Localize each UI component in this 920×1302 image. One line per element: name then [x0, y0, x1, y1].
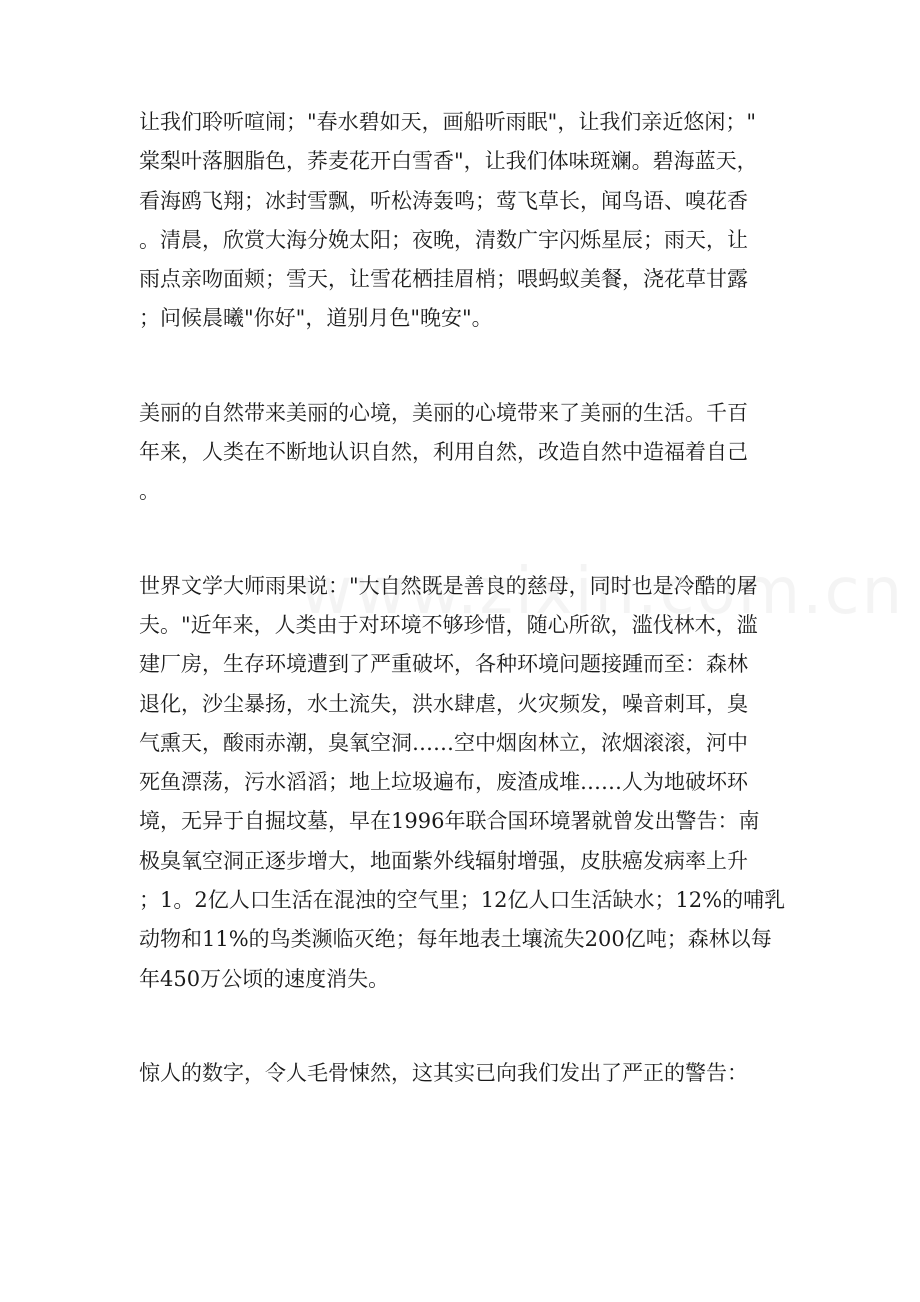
text-line: 死鱼漂荡，污水滔滔；地上垃圾遍布，废渣成堆……人为地破坏环	[139, 770, 748, 795]
text-line: 让我们聆听喧闹；"春水碧如天，画船听雨眠"，让我们亲近悠闲；"	[139, 110, 756, 134]
text-line: ；问候晨曦"你好"，道别月色"晚安"。	[139, 306, 493, 331]
paragraph-1	[139, 103, 789, 339]
text-line: 建厂房，生存环境遭到了严重破坏，各种环境问题接踵而至：森林	[139, 652, 748, 677]
text-line: 夫。"近年来，人类由于对环境不够珍惜，随心所欲，滥伐林木，滥	[139, 612, 758, 637]
text-line: 世界文学大师雨果说："大自然既是善良的慈母，同时也是冷酷的屠	[139, 573, 758, 598]
text-line: 气熏天，酸雨赤潮，臭氧空洞……空中烟囱林立，浓烟滚滚，河中	[139, 730, 748, 755]
paragraph-3	[139, 567, 789, 999]
text-line: 。	[139, 479, 160, 504]
text-line: 棠梨叶落胭脂色，荞麦花开白雪香"，让我们体味斑斓。碧海蓝天，	[139, 149, 758, 174]
text-line: 极臭氧空洞正逐步增大，地面紫外线辐射增强，皮肤癌发病率上升	[139, 848, 748, 873]
paragraph-4	[139, 1054, 789, 1093]
text-line: 。清晨，欣赏大海分娩太阳；夜晚，清数广宇闪烁星辰；雨天，让	[139, 227, 748, 252]
text-line: 动物和11%的鸟类濒临灭绝；每年地表土壤流失200亿吨；森林以每	[139, 927, 772, 952]
text-line: 美丽的自然带来美丽的心境，美丽的心境带来了美丽的生活。千百	[139, 400, 748, 425]
document-body	[139, 103, 789, 1148]
text-line: 退化，沙尘暴扬，水土流失，洪水肆虐，火灾频发，噪音刺耳，臭	[139, 691, 748, 716]
paragraph-2	[139, 394, 789, 512]
text-line: ；1。2亿人口生活在混浊的空气里；12亿人口生活缺水；12%的哺乳	[139, 888, 786, 913]
text-line: 看海鸥飞翔；冰封雪飘，听松涛轰鸣；莺飞草长，闻鸟语、嗅花香	[139, 188, 748, 213]
text-line: 惊人的数字，令人毛骨悚然，这其实已向我们发出了严正的警告：	[139, 1060, 748, 1085]
text-line: 境，无异于自掘坟墓，早在1996年联合国环境署就曾发出警告：南	[139, 809, 760, 834]
text-line: 年来，人类在不断地认识自然，利用自然，改造自然中造福着自己	[139, 440, 748, 465]
text-line: 雨点亲吻面颊；雪天，让雪花栖挂眉梢；喂蚂蚁美餐，浇花草甘露	[139, 267, 748, 292]
text-line: 年450万公顷的速度消失。	[139, 966, 390, 991]
